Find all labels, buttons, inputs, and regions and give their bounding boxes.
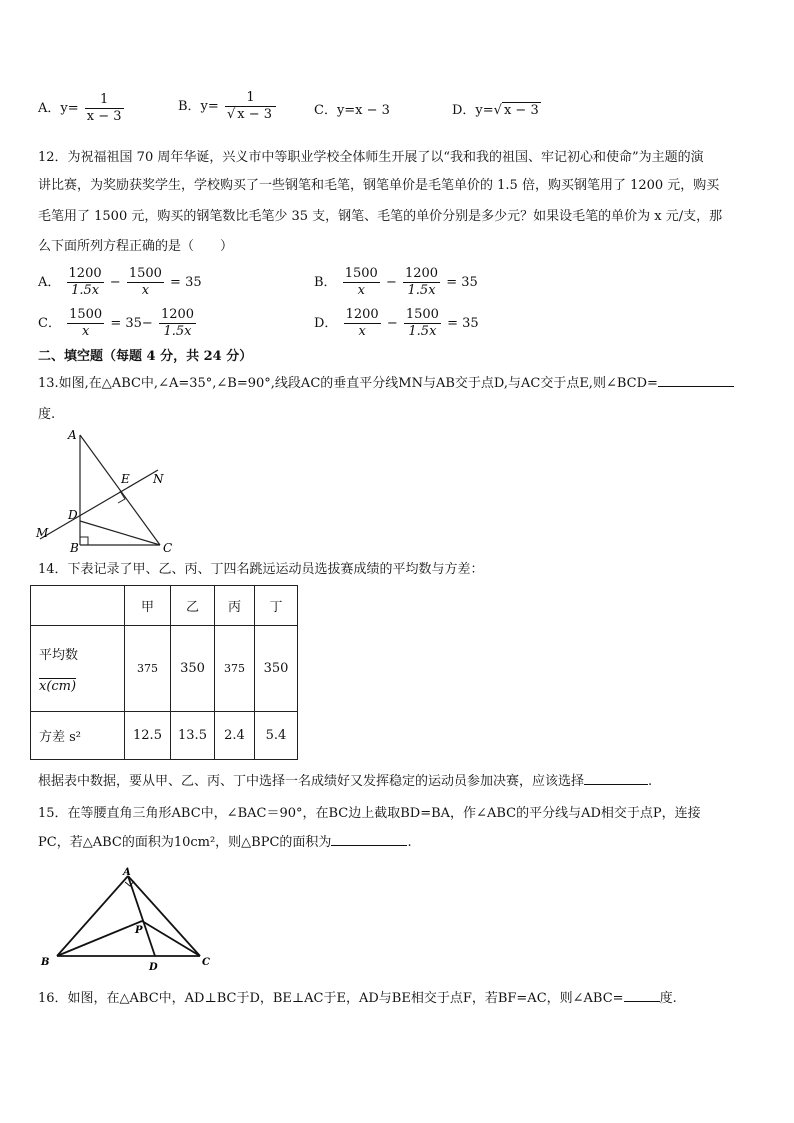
table-cell: 12.5 — [125, 712, 171, 760]
q13-figure — [30, 425, 190, 555]
segment-ac — [128, 876, 200, 956]
table-cell: 375 — [125, 626, 171, 712]
label-b: B — [70, 541, 79, 555]
segment-ad — [128, 876, 155, 956]
q13-line-2: 度. — [38, 407, 56, 422]
header-cell: 丙 — [215, 586, 255, 626]
label-c: C — [202, 957, 210, 968]
q15-line-2: PC，若△ABC的面积为10cm²，则△BPC的面积为 . — [38, 835, 412, 850]
line-mn — [40, 470, 158, 539]
q11-option-d: D．y=√ x − 3 — [452, 103, 539, 118]
q12-option-b: B． $\frac{1500}{x}$ − $\frac{1200}{1.5x}$ = 35 — [314, 266, 478, 298]
q15-line-1: 15．在等腰直角三角形ABC中，∠BAC＝90°，在BC边上截取BD=BA，作∠ABC的平分线与AD相交于点P，连接 — [38, 806, 701, 821]
header-cell — [31, 586, 125, 626]
table-cell: 13.5 — [171, 712, 215, 760]
header-cell: 甲 — [125, 586, 171, 626]
q13-line-1: 13.如图,在△ABC中,∠A=35°,∠B=90°,线段AC的垂直平分线MN与AB交于点D,与AC交于点E,则∠BCD= — [38, 375, 734, 393]
table-row — [31, 712, 298, 760]
record-table — [30, 585, 298, 760]
label-a: A — [68, 428, 77, 442]
label-c: C — [163, 541, 173, 555]
segment-ab — [57, 876, 128, 956]
label-m: M — [36, 526, 49, 540]
q15-figure — [35, 866, 220, 976]
q12-line-3: 毛笔用了 1500 元，购买的钢笔数比毛笔少 35 支，钢笔、毛笔的单价分别是多少元？如果设毛笔的单价为 x 元/支，那 — [38, 209, 723, 224]
table-row — [31, 626, 298, 712]
table-cell: 375 — [215, 626, 255, 712]
label-d: D — [68, 508, 78, 522]
q12-option-a: A． $\frac{1200}{1.5x}$ − $\frac{1500}{x}$ = 35 — [38, 266, 202, 298]
label-b: B — [41, 957, 50, 968]
label-e: E — [121, 472, 130, 486]
row-label-mean: 平均数 x(cm) — [31, 626, 125, 712]
label-n: N — [153, 472, 164, 486]
q12-option-d: D． $\frac{1200}{x}$ − $\frac{1500}{1.5x}$ = 35 — [314, 307, 479, 339]
segment-bp — [57, 921, 142, 956]
row-label-variance: 方差 s² — [31, 712, 125, 760]
header-cell: 乙 — [171, 586, 215, 626]
label-d: D — [149, 962, 158, 973]
q16-line: 16．如图，在△ABC中，AD⊥BC于D，BE⊥AC于E，AD与BE相交于点F，若BF=AC，则∠ABC= 度. — [38, 991, 677, 1006]
q12-line-1: 12．为祝福祖国 70 周年华诞，兴义市中等职业学校全体师生开展了以“我和我的祖国、牢记初心和使命”为主题的演 — [38, 150, 704, 165]
q14-intro: 14．下表记录了甲、乙、丙、丁四名跳远运动员选拔赛成绩的平均数与方差： — [38, 562, 484, 577]
q14-question: 根据表中数据，要从甲、乙、丙、丁中选择一名成绩好又发挥稳定的运动员参加决赛，应该选择 . — [38, 774, 653, 789]
q11-option-c: C．y=x − 3 — [314, 103, 390, 118]
segment-dc — [80, 521, 160, 545]
q12-line-4: 么下面所列方程正确的是（ ） — [38, 239, 234, 254]
right-angle-b — [80, 537, 88, 545]
segment-pc — [142, 921, 200, 956]
label-a: A — [123, 867, 131, 878]
table-cell: 2.4 — [215, 712, 255, 760]
table-header-row — [31, 586, 298, 626]
table-cell: 350 — [171, 626, 215, 712]
q11-option-b: B．y= $\frac{1}{√ x - 3}$ — [178, 90, 278, 123]
label-p: P — [135, 925, 143, 936]
segment-ac — [80, 435, 160, 545]
header-cell: 丁 — [255, 586, 298, 626]
table-cell: 350 — [255, 626, 298, 712]
q12-line-2: 讲比赛，为奖励获奖学生，学校购买了一些钢笔和毛笔，钢笔单价是毛笔单价的 1.5 倍，购买钢笔用了 1200 元，购买 — [38, 178, 720, 193]
q12-option-c: C． $\frac{1500}{x}$ = 35− $\frac{1200}{1.5x}$ — [38, 307, 195, 339]
table-cell: 5.4 — [255, 712, 298, 760]
q11-option-a: A．y= $\frac{1}{x - 3}$ — [38, 92, 122, 124]
section-title: 二、填空题（每题 4 分，共 24 分） — [38, 349, 253, 364]
